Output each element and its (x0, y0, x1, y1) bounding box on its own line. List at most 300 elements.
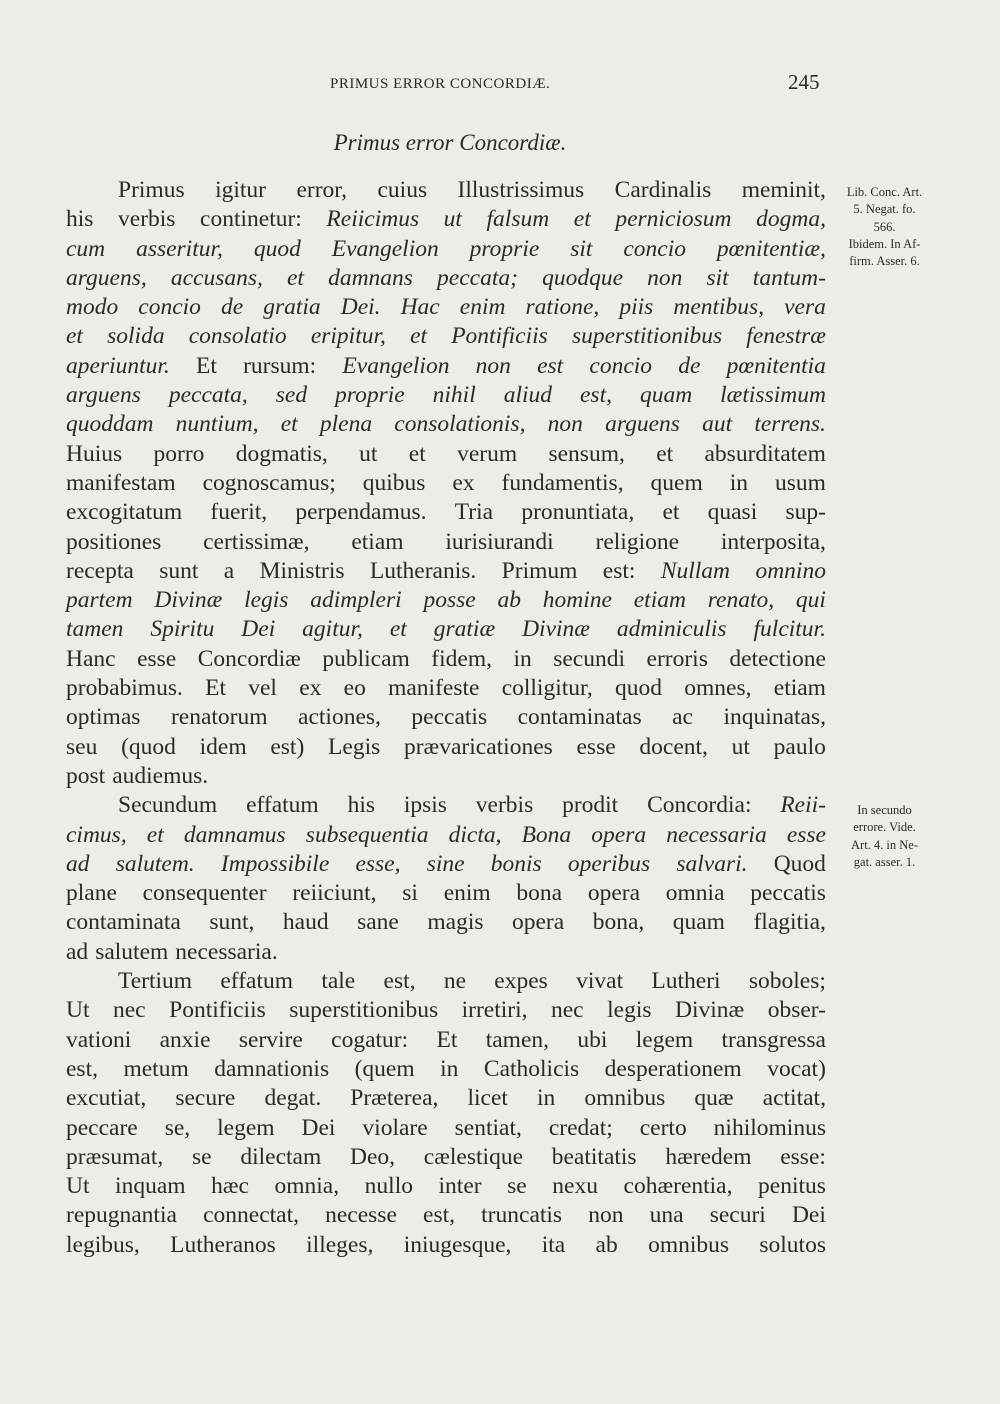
word: obser- (767, 997, 826, 1024)
word: manifeste (388, 675, 480, 702)
word: Spiritu (150, 616, 215, 643)
word: ex (452, 469, 475, 496)
text-line (66, 615, 826, 644)
word: post (66, 762, 106, 789)
word: consequenter (142, 880, 267, 907)
text-line (66, 381, 826, 410)
text-line (66, 205, 826, 234)
word: arguens (605, 411, 680, 438)
word: dilectam (240, 1143, 322, 1170)
word: partem (66, 587, 133, 614)
word: credat; (548, 1114, 613, 1141)
word: Illustrissimus (457, 177, 585, 203)
word: Reiicimus (326, 206, 420, 233)
word: si (402, 880, 418, 907)
word: solida (107, 323, 165, 350)
word: positiones (66, 528, 162, 555)
word: homine (542, 587, 612, 614)
word: concio (589, 352, 653, 379)
word: Tertium (118, 968, 193, 995)
word: seu (66, 733, 98, 760)
word: enim (443, 880, 491, 907)
text-line (66, 235, 826, 264)
word: omnibus (584, 1085, 666, 1112)
word: effatum (246, 792, 319, 819)
word: tantum- (752, 264, 826, 291)
word: quem (650, 469, 703, 496)
text-line (66, 410, 826, 439)
word: manifestam (66, 469, 176, 496)
word: secundi (553, 645, 626, 672)
word: pronuntiata, (521, 499, 635, 526)
word: ex (299, 675, 322, 702)
margin-note-line: Lib. Conc. Art. (846, 185, 923, 199)
word: peccatis (411, 704, 488, 731)
margin-note-line: gat. asser. 1. (853, 854, 916, 869)
word: vocat) (767, 1055, 826, 1082)
word: inquam (115, 1173, 186, 1200)
word: ad (66, 850, 90, 877)
word: accusans, (170, 264, 263, 291)
word: esse (786, 821, 826, 848)
word: Nullam (660, 557, 731, 584)
margin-note-line: errore. Vide. (853, 820, 916, 835)
word: aliud (503, 382, 553, 409)
word: prodit (562, 792, 619, 819)
word: salutem. (115, 850, 195, 877)
word: adminiculis (616, 616, 727, 643)
word: paulo (773, 733, 826, 760)
word: subsequentia (305, 821, 429, 848)
word: qui (795, 587, 826, 614)
word: anxie (159, 1026, 211, 1053)
word: sine (426, 850, 465, 877)
section-heading: Primus error Concordiæ. (333, 130, 567, 155)
word: Lutheri (651, 968, 721, 995)
word: hæc (211, 1173, 249, 1200)
word: peccatis (750, 880, 826, 907)
margin-note-line: Ibidem. In Af- (848, 236, 921, 251)
word: concio (623, 235, 686, 262)
text-line (66, 938, 826, 967)
word: desperationem (604, 1055, 742, 1082)
word: illeges, (306, 1231, 374, 1258)
word: dogma, (756, 206, 826, 233)
word: Concordia: (647, 792, 752, 819)
word: opera (512, 909, 565, 936)
word: non (475, 352, 511, 379)
word: nec (551, 997, 584, 1024)
text-line (66, 703, 826, 732)
word: ab (497, 587, 521, 614)
word: nuntium, (175, 411, 259, 438)
word: inquinatas, (723, 704, 826, 731)
word: est, (66, 1055, 98, 1082)
word: irretiri, (461, 997, 528, 1024)
word: Quod (773, 850, 826, 877)
word: plena (319, 411, 373, 438)
word: Pontificiis (451, 323, 548, 350)
word: legem (217, 1114, 275, 1141)
text-line (66, 1172, 826, 1201)
word: truncatis (481, 1202, 563, 1229)
word: fulcitur. (753, 616, 826, 643)
word: penitus (758, 1173, 826, 1200)
text-line (66, 1231, 826, 1260)
word: rursum: (243, 352, 317, 379)
word: de (220, 294, 244, 321)
word: audiemus. (112, 762, 209, 789)
text-line (66, 469, 826, 498)
word: nexu (552, 1173, 598, 1200)
word: detectione (729, 645, 826, 672)
word: Ut (66, 1173, 90, 1200)
word: plane (66, 880, 117, 907)
word: adimpleri (310, 587, 402, 614)
word: prævaricationes (403, 733, 553, 760)
word: legem (635, 1026, 694, 1053)
word: enim (459, 294, 506, 321)
word: Primum (501, 557, 578, 584)
word: Præterea, (350, 1085, 439, 1112)
word: ne (443, 968, 466, 995)
word: Tria (454, 499, 494, 526)
word: mentibus, (673, 294, 765, 321)
word: ubi (577, 1026, 608, 1053)
word: pœnitentiæ, (716, 235, 826, 262)
word: est, (423, 1202, 456, 1229)
word: quam (639, 382, 693, 409)
word: Ut (66, 997, 90, 1024)
word: bona, (592, 909, 645, 936)
text-line (66, 908, 826, 937)
word: peccata, (168, 382, 248, 409)
word: legibus, (66, 1231, 140, 1258)
word: Impossibile (220, 850, 330, 877)
word: necessaria (666, 821, 767, 848)
word: quasi (707, 499, 758, 526)
word: Divinæ (154, 587, 223, 614)
word: ratione, (525, 294, 600, 321)
word: optimas (66, 704, 141, 731)
word: Dei. (340, 294, 381, 321)
word: Dei (791, 1202, 826, 1229)
text-line (66, 1114, 826, 1143)
word: dogmatis, (235, 440, 328, 467)
word: quoddam (66, 411, 154, 438)
text-line (66, 791, 826, 820)
word: religione (595, 528, 680, 555)
word: Dei (241, 616, 276, 643)
word: Divinæ (675, 997, 745, 1024)
word: dicta, (448, 821, 502, 848)
word: tamen (66, 616, 124, 643)
word: quibus (362, 469, 426, 496)
text-line (66, 645, 826, 674)
word: cognoscamus; (202, 469, 336, 496)
word: cuius (377, 177, 428, 203)
word: actitat, (762, 1085, 826, 1112)
word: excutiat, (66, 1085, 147, 1112)
word: probabimus. (66, 675, 183, 702)
word: hæredem (665, 1143, 752, 1170)
word: transgressa (721, 1026, 826, 1053)
word: quam (672, 909, 725, 936)
word: quæ (694, 1085, 734, 1112)
word: omnes, (684, 675, 752, 702)
word: contaminata (66, 909, 181, 936)
word: sane (357, 909, 399, 936)
word: non (588, 1202, 624, 1229)
word: aperiuntur. (66, 352, 170, 379)
word: bona (516, 880, 563, 907)
text-line (66, 440, 826, 469)
word: piis (619, 294, 654, 321)
word: esse (576, 733, 616, 760)
word: in (729, 469, 749, 496)
word: damnans (328, 264, 413, 291)
word: operibus (567, 850, 651, 877)
word: cogatur: (331, 1026, 409, 1053)
word: et (280, 411, 298, 438)
word: proprie (335, 382, 405, 409)
word: flagitia, (753, 909, 826, 936)
margin-note (832, 184, 937, 270)
word: servire (238, 1026, 303, 1053)
word: et (389, 616, 407, 643)
text-line (66, 821, 826, 850)
word: contaminatas (517, 704, 642, 731)
word: in (513, 645, 532, 672)
word: legis (244, 587, 289, 614)
word: omnibus (648, 1231, 730, 1258)
word: error, (296, 177, 348, 203)
word: ipsis (403, 792, 447, 819)
word: est, (383, 968, 416, 995)
word: asseritur, (136, 235, 223, 262)
word: inter (438, 1173, 482, 1200)
word: his (66, 206, 94, 233)
word: excogitatum (66, 499, 183, 526)
word: non (547, 411, 583, 438)
word: metum (123, 1055, 189, 1082)
word: sunt (159, 557, 199, 584)
text-line (66, 850, 826, 879)
word: usum (774, 469, 826, 496)
word: in (536, 1085, 556, 1112)
word: Ministris (259, 557, 345, 584)
word: colligitur, (501, 675, 593, 702)
running-head: PRIMUS ERROR CONCORDIÆ. (330, 76, 551, 92)
word: esse, (355, 850, 401, 877)
word: necesse (325, 1202, 397, 1229)
word: connectat, (203, 1202, 299, 1229)
word: Reii- (780, 792, 826, 819)
word: vationi (66, 1026, 132, 1053)
text-line (66, 1143, 826, 1172)
word: verum (457, 440, 518, 467)
word: cælestique (423, 1143, 523, 1170)
word: verbis (118, 206, 176, 233)
margin-note-line: 5. Negat. fo. (853, 202, 916, 217)
word: Bona (521, 821, 572, 848)
word: de (678, 352, 701, 379)
word: Hac (400, 294, 440, 321)
word: publicam (322, 645, 410, 672)
word: est (537, 352, 564, 379)
word: necessaria. (175, 938, 278, 965)
word: idem (199, 733, 247, 760)
margin-note-line: firm. Asser. 6. (849, 254, 920, 269)
word: verbis (475, 792, 534, 819)
word: ac (672, 704, 693, 731)
word: falsum (486, 206, 550, 233)
word: una (649, 1202, 684, 1229)
word: soboles; (748, 968, 826, 995)
word: Secundum (118, 792, 218, 819)
word: est: (602, 557, 636, 584)
text-line (66, 557, 826, 586)
word: his (347, 792, 375, 819)
text-line (66, 586, 826, 615)
word: peccare (66, 1114, 138, 1141)
word: porro (153, 440, 205, 467)
word: perpendamus. (295, 499, 427, 526)
word: præsumat, (66, 1143, 164, 1170)
word: se (192, 1143, 212, 1170)
text-line (66, 879, 826, 908)
word: omnia (665, 880, 725, 907)
word: meminit, (741, 177, 826, 203)
word: ut (443, 206, 462, 233)
word: salutem (95, 938, 169, 965)
word: eo (343, 675, 366, 702)
word: (quem (354, 1055, 415, 1082)
text-line (66, 674, 826, 703)
word: vel (248, 675, 277, 702)
word: recepta (66, 557, 134, 584)
word: proprie (469, 235, 540, 262)
word: gratia (263, 294, 321, 321)
word: nihil (432, 382, 476, 409)
word: quod (615, 675, 663, 702)
word: reiiciunt, (292, 880, 377, 907)
word: est) (270, 733, 305, 760)
word: degat. (264, 1085, 322, 1112)
word: esse (137, 645, 177, 672)
word: ab (595, 1231, 618, 1258)
word: ut (359, 440, 378, 467)
word: renatorum (170, 704, 268, 731)
word: est, (580, 382, 612, 409)
text-line (66, 1055, 826, 1084)
word: nullo (364, 1173, 413, 1200)
word: certissimæ, (203, 528, 310, 555)
word: aut (702, 411, 733, 438)
word: eripitur, (310, 323, 386, 350)
word: Lutheranos (170, 1231, 276, 1258)
word: et (656, 440, 674, 467)
word: Et (196, 352, 217, 379)
word: et (408, 440, 426, 467)
word: effatum (220, 968, 294, 995)
word: sentiat, (454, 1114, 522, 1141)
word: actiones, (298, 704, 381, 731)
word: sensum, (548, 440, 625, 467)
word: nec (113, 997, 146, 1024)
margin-note-line: In secundo (857, 803, 912, 817)
word: violare (362, 1114, 428, 1141)
page-header (0, 68, 1000, 102)
word: non (647, 264, 683, 291)
word: se (507, 1173, 527, 1200)
text-line (66, 762, 826, 791)
word: agitur, (302, 616, 363, 643)
word: fidem, (431, 645, 492, 672)
word: solutos (759, 1231, 826, 1258)
word: pœnitentia (726, 352, 826, 379)
word: et (410, 323, 428, 350)
word: a (223, 557, 235, 584)
word: sit (570, 235, 593, 262)
word: superstitionibus (289, 997, 439, 1024)
word: cimus, (66, 821, 127, 848)
word: Divinæ (522, 616, 590, 643)
word: certo (639, 1114, 687, 1141)
word: Evangelion (331, 235, 439, 262)
word: sed (275, 382, 308, 409)
word: Pontificiis (169, 997, 266, 1024)
word: licet (467, 1085, 508, 1112)
word: legis (607, 997, 652, 1024)
word: damnamus (183, 821, 286, 848)
word: Hanc (66, 645, 116, 672)
word: fundamentis, (501, 469, 624, 496)
word: omnino (755, 557, 826, 584)
word: iniugesque, (403, 1231, 512, 1258)
text-line (66, 1201, 826, 1230)
word: in (440, 1055, 459, 1082)
word: Dei (301, 1114, 336, 1141)
word: haud (282, 909, 329, 936)
word: sit (706, 264, 729, 291)
word: interposita, (720, 528, 826, 555)
word: modo (66, 294, 119, 321)
word: perniciosum (615, 206, 732, 233)
word: tale (321, 968, 356, 995)
word: Deo, (350, 1143, 396, 1170)
text-line (66, 498, 826, 527)
word: Et (205, 675, 226, 702)
word: Legis (328, 733, 381, 760)
word: securi (709, 1202, 766, 1229)
text-line (66, 352, 826, 381)
word: Catholicis (483, 1055, 580, 1082)
word: gratiæ (433, 616, 496, 643)
word: fuerit, (210, 499, 268, 526)
word: expes (494, 968, 548, 995)
text-line (66, 176, 826, 205)
word: arguens (66, 382, 141, 409)
word: esse: (780, 1143, 826, 1170)
text-line (66, 967, 826, 996)
word: ad (66, 938, 89, 965)
word: erroris (646, 645, 708, 672)
word: cum (66, 235, 106, 262)
word: iurisiurandi (445, 528, 554, 555)
word: Et (436, 1026, 458, 1053)
text-line (66, 528, 826, 557)
